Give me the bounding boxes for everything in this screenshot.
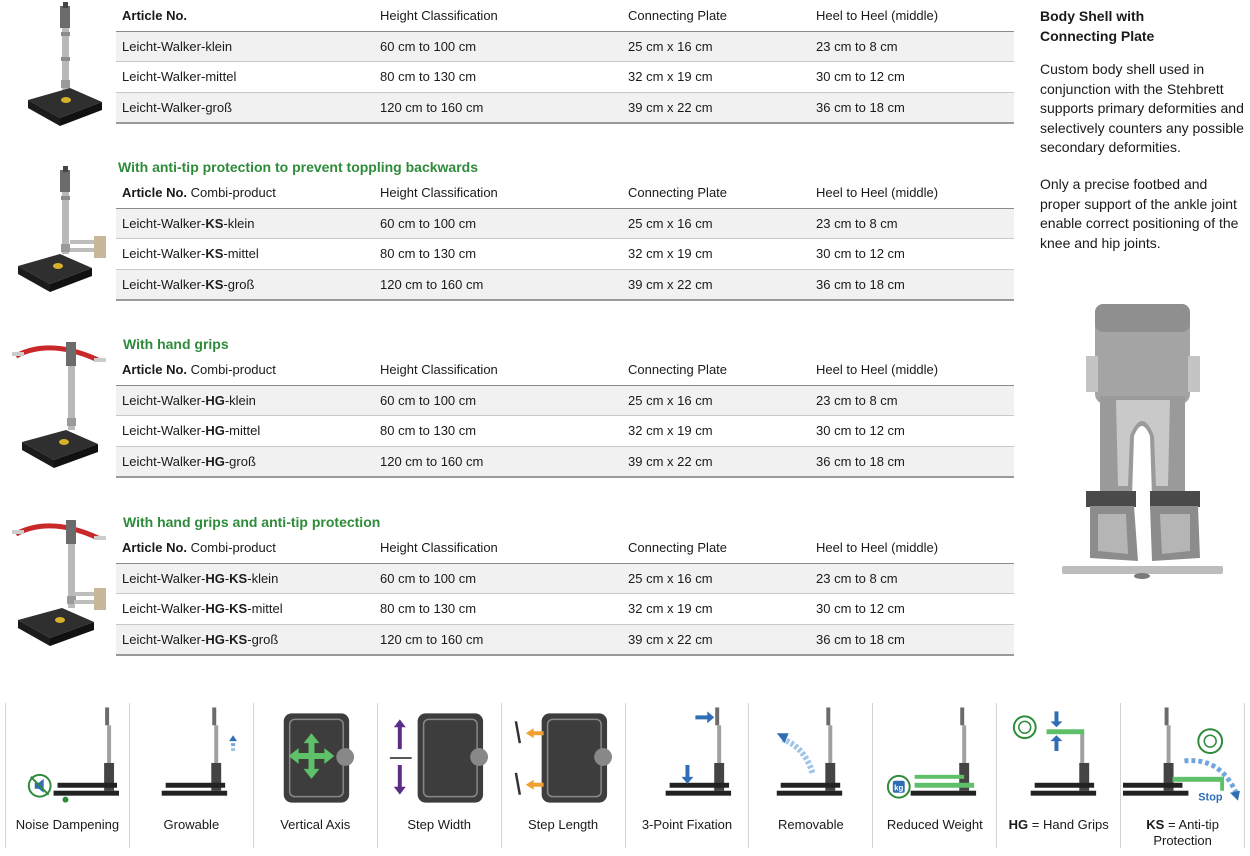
feature-reduced-weight	[873, 703, 997, 848]
col-heel: Heel to Heel (middle)	[810, 533, 1014, 563]
article-cell	[116, 385, 374, 416]
feature-label-text: Step Length	[528, 817, 599, 832]
feature-label	[1121, 817, 1244, 849]
feature-label-bold: KS	[1146, 817, 1165, 832]
article-cell	[116, 269, 374, 300]
spec-table-hg	[116, 355, 1014, 478]
vertical-axis-icon	[254, 703, 377, 813]
article-code-2: KS	[229, 570, 248, 586]
walker-hg-ks-image	[10, 516, 110, 646]
table-row	[116, 62, 1014, 93]
article-prefix: Leicht-Walker-	[122, 215, 206, 231]
article-label-rest: Combi-product	[187, 362, 276, 378]
spec-table-hg-ks	[116, 533, 1014, 656]
plate-cell: 39 cm x 22 cm	[622, 92, 810, 123]
feature-label-text: 3-Point Fixation	[641, 817, 733, 832]
step-width-icon	[378, 703, 501, 813]
feature-label	[130, 817, 253, 833]
article-size: groß	[205, 100, 233, 116]
article-prefix: Leicht-Walker-	[122, 632, 206, 648]
article-code: KS	[205, 246, 224, 262]
col-height: Height Classification	[374, 1, 622, 31]
article-cell	[116, 624, 374, 655]
growable-icon	[130, 703, 253, 813]
article-size: klein	[205, 38, 233, 54]
article-prefix: Leicht-Walker-	[122, 570, 206, 586]
heel-cell: 23 cm to 8 cm	[810, 31, 1014, 62]
walker-standard-image	[10, 2, 110, 132]
col-plate: Connecting Plate	[622, 355, 810, 385]
heel-cell: 30 cm to 12 cm	[810, 239, 1014, 270]
feature-hand-grips	[997, 703, 1121, 848]
article-prefix: Leicht-Walker-	[122, 392, 206, 408]
article-label: Article No.	[122, 362, 188, 378]
article-code: HG	[205, 392, 225, 408]
article-prefix: Leicht-Walker-	[122, 601, 206, 617]
table-row	[116, 594, 1014, 625]
table-row	[116, 208, 1014, 239]
col-height: Height Classification	[374, 355, 622, 385]
sidebar-paragraph-2: Only a precise footbed and proper support of the ankle joint enable correct positioning of the knee and hip joints.	[1040, 176, 1239, 251]
article-code-2: KS	[229, 632, 248, 648]
table-header-row	[116, 1, 1014, 31]
col-plate: Connecting Plate	[622, 178, 810, 208]
article-prefix: Leicht-Walker-	[122, 246, 206, 262]
height-cell: 80 cm to 130 cm	[374, 594, 622, 625]
col-article	[116, 533, 374, 563]
col-height: Height Classification	[374, 533, 622, 563]
section-title-hg: With hand grips	[123, 336, 229, 352]
plate-cell: 32 cm x 19 cm	[622, 62, 810, 93]
height-cell: 120 cm to 160 cm	[374, 269, 622, 300]
article-cell	[116, 92, 374, 123]
plate-cell: 39 cm x 22 cm	[622, 624, 810, 655]
removable-icon	[749, 703, 872, 813]
feature-label	[873, 817, 996, 833]
feature-growable	[130, 703, 254, 848]
article-cell	[116, 239, 374, 270]
walker-ks-image	[10, 166, 110, 296]
sidebar-title-line2: Connecting Plate	[1040, 28, 1155, 44]
article-label-rest: Combi-product	[187, 540, 276, 556]
feature-noise-dampening	[5, 703, 130, 848]
feature-removable	[749, 703, 873, 848]
height-cell: 120 cm to 160 cm	[374, 446, 622, 477]
hand-grips-icon	[997, 703, 1120, 813]
feature-label-text: Noise Dampening	[15, 817, 120, 832]
article-code: HG	[205, 454, 225, 470]
table-row	[116, 416, 1014, 447]
heel-cell: 36 cm to 18 cm	[810, 92, 1014, 123]
col-heel: Heel to Heel (middle)	[810, 355, 1014, 385]
article-cell	[116, 594, 374, 625]
plate-cell: 39 cm x 22 cm	[622, 269, 810, 300]
table-header-row	[116, 533, 1014, 563]
col-article	[116, 355, 374, 385]
feature-vertical-axis	[254, 703, 378, 848]
article-size: -mittel	[224, 423, 261, 439]
height-cell: 80 cm to 130 cm	[374, 416, 622, 447]
article-prefix: Leicht-Walker-	[122, 69, 206, 85]
three-point-fixation-icon	[626, 703, 749, 813]
heel-cell: 23 cm to 8 cm	[810, 563, 1014, 594]
col-heel: Heel to Heel (middle)	[810, 1, 1014, 31]
height-cell: 60 cm to 100 cm	[374, 385, 622, 416]
sidebar-title-line1: Body Shell with	[1040, 8, 1145, 24]
article-size: -klein	[247, 570, 279, 586]
col-heel: Heel to Heel (middle)	[810, 178, 1014, 208]
feature-label	[502, 817, 625, 833]
noise-dampening-icon	[6, 703, 129, 813]
plate-cell: 39 cm x 22 cm	[622, 446, 810, 477]
col-article	[116, 1, 374, 31]
table-row	[116, 563, 1014, 594]
article-size: -klein	[224, 392, 256, 408]
height-cell: 80 cm to 130 cm	[374, 239, 622, 270]
feature-label-text: Step Width	[407, 817, 471, 832]
height-cell: 80 cm to 130 cm	[374, 62, 622, 93]
plate-cell: 25 cm x 16 cm	[622, 31, 810, 62]
feature-label	[254, 817, 377, 833]
feature-label-text: Removable	[778, 817, 844, 832]
article-label: Article No.	[122, 185, 188, 201]
feature-label	[997, 817, 1120, 833]
heel-cell: 30 cm to 12 cm	[810, 594, 1014, 625]
heel-cell: 30 cm to 12 cm	[810, 62, 1014, 93]
heel-cell: 30 cm to 12 cm	[810, 416, 1014, 447]
plate-cell: 25 cm x 16 cm	[622, 208, 810, 239]
table-row	[116, 624, 1014, 655]
article-size: -groß	[223, 277, 255, 293]
feature-label-text: = Anti-tip Protection	[1153, 817, 1219, 848]
table-header-row	[116, 178, 1014, 208]
col-article	[116, 178, 374, 208]
height-cell: 120 cm to 160 cm	[374, 92, 622, 123]
article-size: -mittel	[223, 246, 259, 262]
feature-label	[378, 817, 501, 833]
heel-cell: 23 cm to 8 cm	[810, 208, 1014, 239]
table-row	[116, 31, 1014, 62]
feature-step-width	[378, 703, 502, 848]
col-height: Height Classification	[374, 178, 622, 208]
feature-three-point-fixation	[626, 703, 750, 848]
article-label: Article No.	[122, 540, 188, 556]
height-cell: 60 cm to 100 cm	[374, 31, 622, 62]
article-code-2: KS	[229, 601, 248, 617]
article-prefix: Leicht-Walker-	[122, 454, 206, 470]
plate-cell: 32 cm x 19 cm	[622, 594, 810, 625]
step-length-icon	[502, 703, 625, 813]
walker-hg-image	[10, 338, 110, 468]
article-prefix: Leicht-Walker-	[122, 423, 206, 439]
height-cell: 60 cm to 100 cm	[374, 208, 622, 239]
feature-label-bold: HG	[1008, 817, 1029, 832]
article-label-rest: Combi-product	[187, 185, 276, 201]
sidebar-title	[1040, 6, 1240, 46]
article-dash: -	[224, 601, 230, 617]
article-cell	[116, 31, 374, 62]
sidebar-paragraph-1: Custom body shell used in conjunction with the Stehbrett supports primary deformities and selectively counters any possible secondary deformities.	[1040, 61, 1244, 155]
spec-table-standard	[116, 1, 1014, 124]
feature-label	[6, 817, 129, 833]
article-dash: -	[224, 570, 230, 586]
anti-tip-icon	[1121, 703, 1244, 813]
article-cell	[116, 62, 374, 93]
height-cell: 120 cm to 160 cm	[374, 624, 622, 655]
plate-cell: 32 cm x 19 cm	[622, 416, 810, 447]
article-label: Article No.	[122, 8, 188, 24]
table-row	[116, 239, 1014, 270]
feature-label-text: = Hand Grips	[1028, 817, 1109, 832]
article-size: -groß	[247, 632, 279, 648]
stop-text: Stop	[1198, 791, 1223, 804]
article-dash: -	[224, 632, 230, 648]
feature-step-length	[502, 703, 626, 848]
article-size: -mittel	[247, 601, 283, 617]
article-cell	[116, 563, 374, 594]
body-shell-image	[1060, 296, 1225, 581]
reduced-weight-icon	[873, 703, 996, 813]
section-title-ks: With anti-tip protection to prevent toppling backwards	[118, 159, 478, 175]
feature-label-text: Growable	[163, 817, 220, 832]
article-size: -groß	[224, 454, 256, 470]
article-size: mittel	[205, 69, 237, 85]
plate-cell: 25 cm x 16 cm	[622, 385, 810, 416]
height-cell: 60 cm to 100 cm	[374, 563, 622, 594]
feature-label	[749, 817, 872, 833]
table-row	[116, 446, 1014, 477]
table-row	[116, 385, 1014, 416]
article-code: HG	[205, 601, 225, 617]
heel-cell: 36 cm to 18 cm	[810, 269, 1014, 300]
feature-label-text: Vertical Axis	[280, 817, 351, 832]
section-title-hg-ks: With hand grips and anti-tip protection	[123, 514, 381, 530]
article-size: -klein	[223, 215, 255, 231]
article-code: KS	[205, 277, 224, 293]
heel-cell: 36 cm to 18 cm	[810, 624, 1014, 655]
feature-label-text: Reduced Weight	[886, 817, 983, 832]
col-plate: Connecting Plate	[622, 1, 810, 31]
article-cell	[116, 208, 374, 239]
col-plate: Connecting Plate	[622, 533, 810, 563]
feature-icon-strip	[5, 703, 1245, 848]
table-row	[116, 92, 1014, 123]
article-cell	[116, 446, 374, 477]
table-row	[116, 269, 1014, 300]
feature-label	[626, 817, 749, 833]
article-prefix: Leicht-Walker-	[122, 277, 206, 293]
article-prefix: Leicht-Walker-	[122, 100, 206, 116]
article-code: HG	[205, 632, 225, 648]
kg-text: kg	[894, 783, 904, 793]
article-prefix: Leicht-Walker-	[122, 38, 206, 54]
feature-anti-tip	[1121, 703, 1245, 848]
plate-cell: 25 cm x 16 cm	[622, 563, 810, 594]
heel-cell: 23 cm to 8 cm	[810, 385, 1014, 416]
article-code: HG	[205, 570, 225, 586]
spec-table-ks	[116, 178, 1014, 301]
table-header-row	[116, 355, 1014, 385]
article-code: HG	[205, 423, 225, 439]
plate-cell: 32 cm x 19 cm	[622, 239, 810, 270]
heel-cell: 36 cm to 18 cm	[810, 446, 1014, 477]
article-code: KS	[205, 215, 224, 231]
article-cell	[116, 416, 374, 447]
